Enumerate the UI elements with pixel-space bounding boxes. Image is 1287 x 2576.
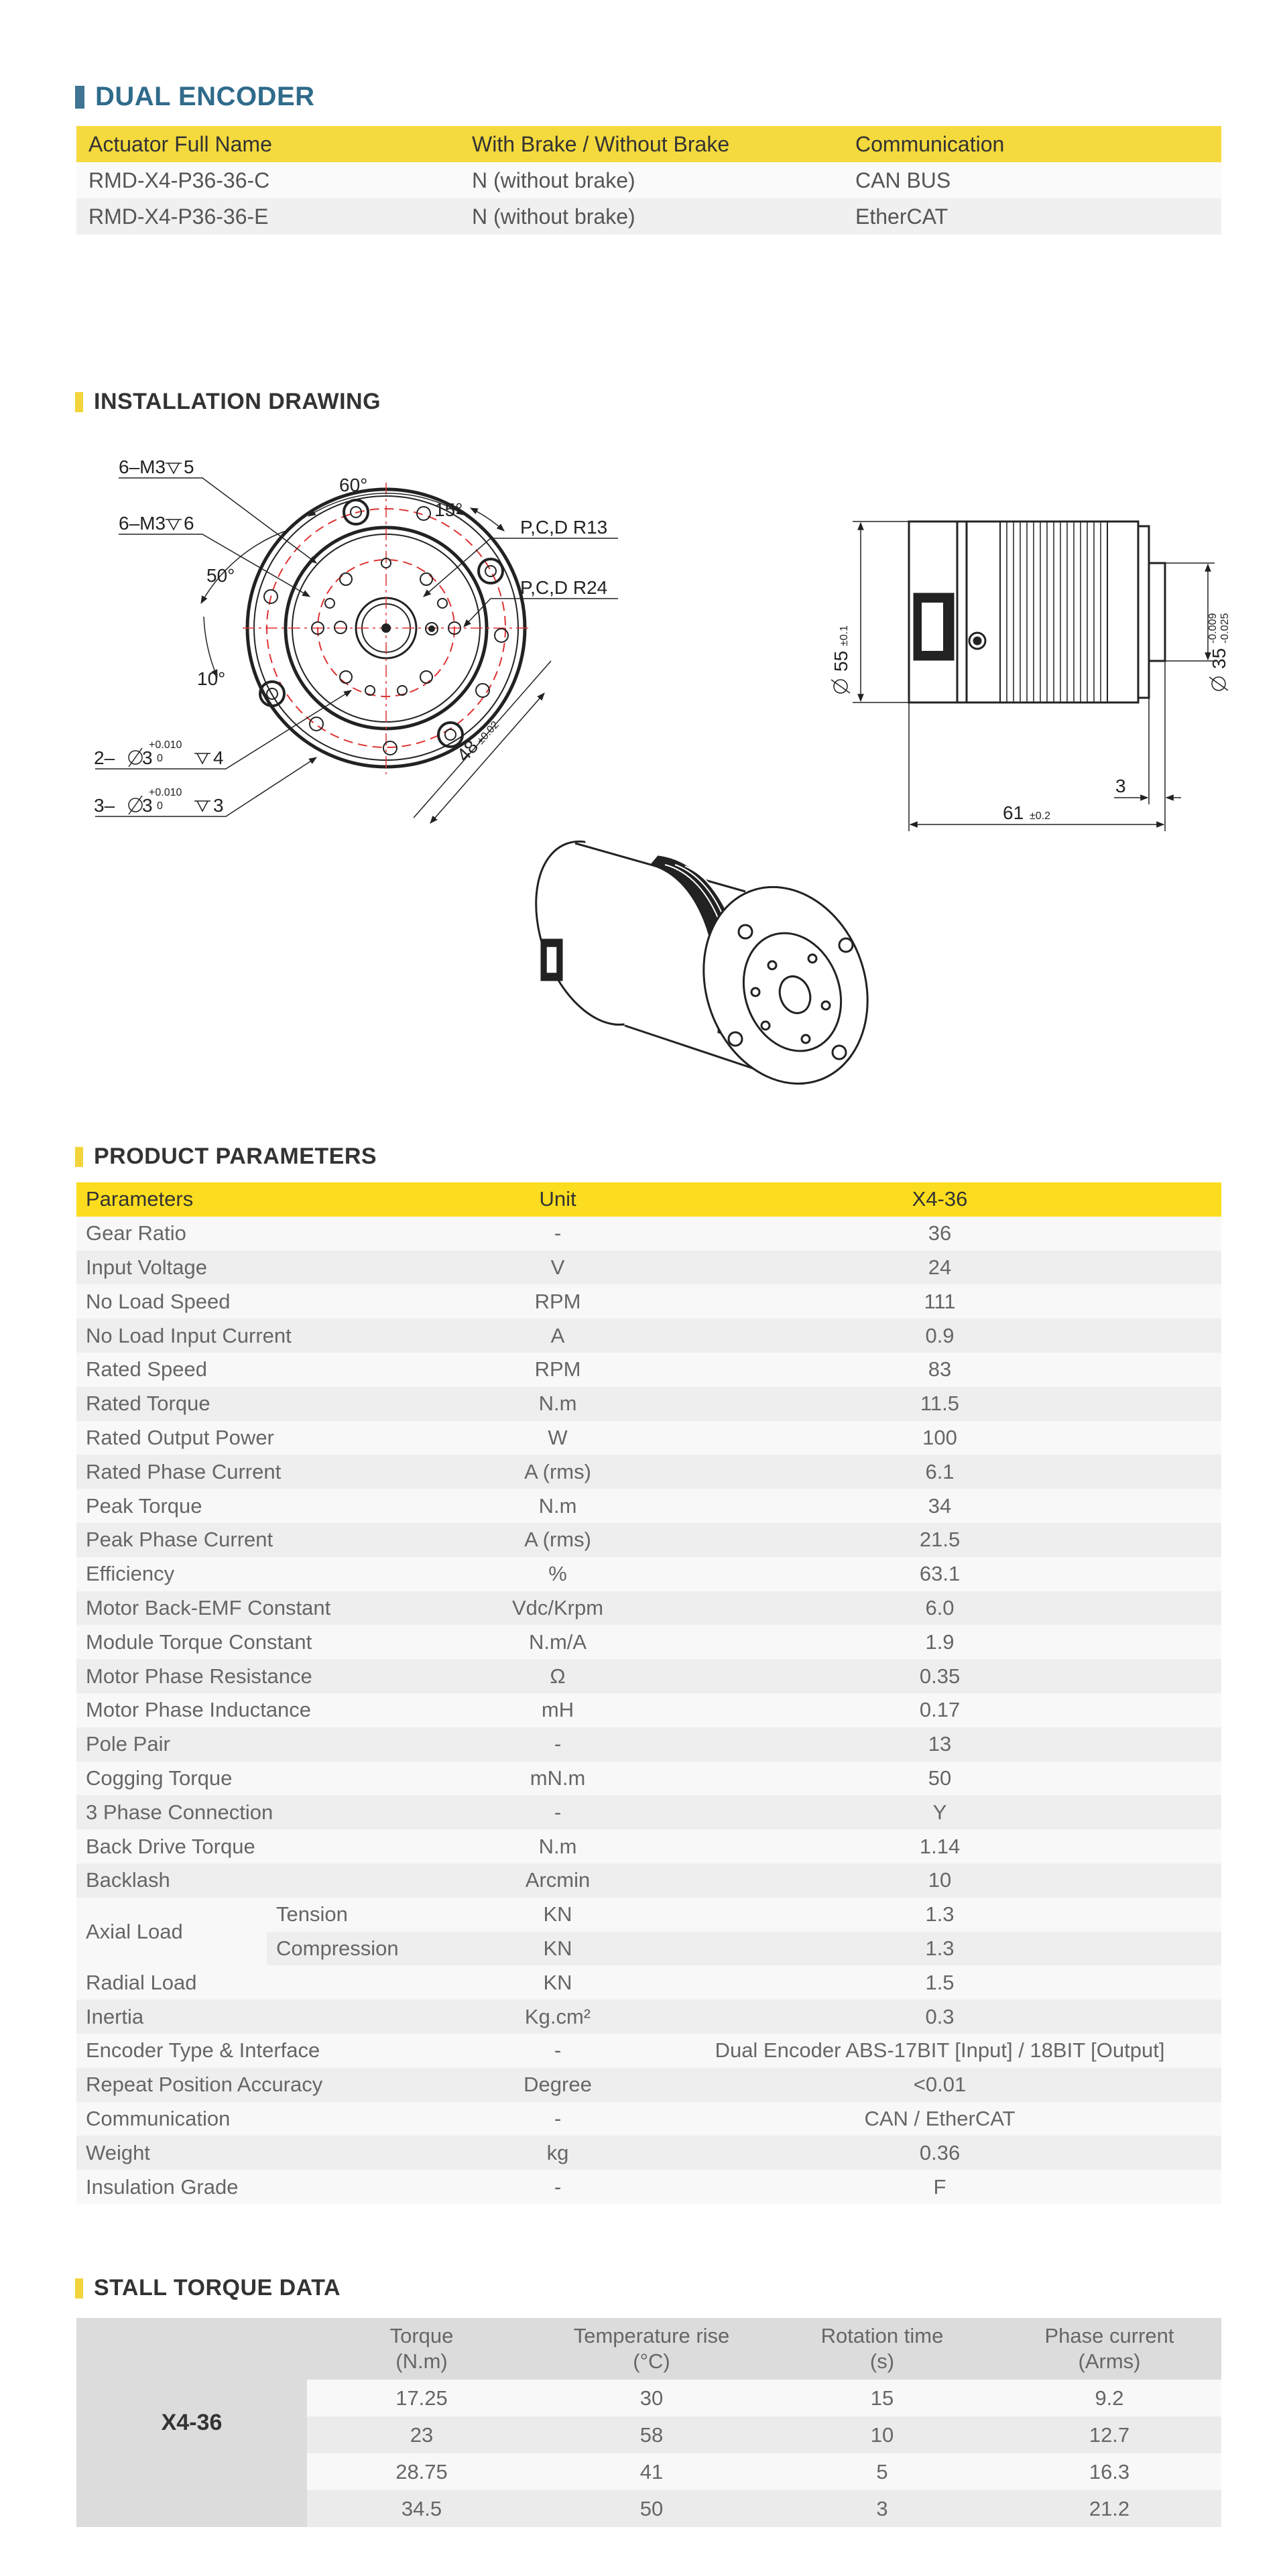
hole-b-depth: 3 [213,795,224,816]
table-cell: Rated Torque [76,1387,457,1421]
table-row [76,1251,1221,1285]
table-cell: Rated Phase Current [76,1455,457,1489]
len-3-label: 3 [1115,776,1126,796]
table-cell: F [658,2170,1221,2204]
table-row [76,1523,1221,1557]
dia-35-tolerance-lower: -0.025 [1219,613,1231,643]
table-cell: No Load Input Current [76,1318,457,1353]
table-cell: Ω [457,1659,658,1693]
header-cell [767,2318,997,2380]
table-cell: Motor Back-EMF Constant [76,1591,457,1626]
table-cell: A (rms) [457,1455,658,1489]
params-table [76,1182,1221,2204]
len-61-tolerance: ±0.2 [1030,810,1051,822]
table-cell: 34 [658,1489,1221,1523]
title-accent-bar [75,1147,83,1167]
table-row [76,1489,1221,1523]
table-cell: - [457,2034,658,2068]
table-cell: 6.1 [658,1455,1221,1489]
table-cell: 100 [658,1421,1221,1455]
table-cell: KN [457,1898,658,1932]
table-cell: Compression [267,1932,457,1966]
dual-encoder-title [75,82,315,112]
table-row [76,2068,1221,2102]
table-cell: 10 [767,2416,997,2453]
header-line: Torque [389,2324,454,2347]
table-cell: 17.25 [307,2380,536,2416]
hole-a-diameter: 3 [142,747,153,768]
table-row [76,1217,1221,1251]
table-cell: N.m [457,1387,658,1421]
table-cell: % [457,1557,658,1591]
table-cell: Peak Torque [76,1489,457,1523]
hole-a-depth: 4 [213,747,224,768]
header-cell [997,2318,1221,2380]
table-cell: Degree [457,2068,658,2102]
header-cell: X4-36 [658,1182,1221,1217]
table-row [76,1863,1221,1898]
stall-title [75,2275,341,2301]
header-unit: (°C) [633,2349,670,2373]
table-row [76,1829,1221,1863]
screw-b-label: 6–M3 [119,513,166,534]
table-cell: 6.0 [658,1591,1221,1626]
hole-a-count: 2– [94,747,115,768]
table-cell: EtherCAT [843,198,1221,235]
pcd-r13-label: P,C,D R13 [520,517,608,538]
table-cell: 28.75 [307,2453,536,2490]
angle-50-label: 50° [206,565,235,586]
table-cell: - [457,2170,658,2204]
hole-b-tolerance-lower: 0 [157,800,163,812]
table-row [76,1693,1221,1727]
axial-load-cell: Axial Load [76,1898,267,1966]
dia-48-label: 48 [452,736,483,766]
table-cell: Inertia [76,2000,457,2034]
table-cell: - [457,1795,658,1829]
table-cell: 30 [536,2380,767,2416]
header-line: Phase current [1044,2324,1174,2347]
table-cell: RPM [457,1284,658,1318]
table-row [76,2000,1221,2034]
installation-drawing [75,436,1231,1106]
table-cell: mN.m [457,1762,658,1796]
table-cell: Weight [76,2136,457,2170]
table-row [76,1727,1221,1762]
table-row [76,1557,1221,1591]
table-row [76,1625,1221,1659]
table-cell: Input Voltage [76,1251,457,1285]
table-cell: RPM [457,1353,658,1387]
table-cell: CAN / EtherCAT [658,2102,1221,2136]
table-cell: kg [457,2136,658,2170]
table-cell: 11.5 [658,1387,1221,1421]
table-cell: 34.5 [307,2490,536,2527]
table-cell: N.m [457,1489,658,1523]
table-cell: 50 [658,1762,1221,1796]
screw-a-depth: 5 [184,456,194,477]
table-header-row [76,126,1221,162]
table-cell: 21.5 [658,1523,1221,1557]
table-cell: W [457,1421,658,1455]
stall-heading: STALL TORQUE DATA [94,2275,341,2301]
table-header-row [76,2318,1221,2380]
table-row [76,1421,1221,1455]
header-unit: (s) [869,2349,895,2373]
table-cell: 50 [536,2490,767,2527]
table-row [76,1284,1221,1318]
pcd-r24-label: P,C,D R24 [520,577,608,598]
table-row [76,1318,1221,1353]
header-cell: Parameters [76,1182,457,1217]
table-cell: Motor Phase Resistance [76,1659,457,1693]
table-cell: 21.2 [997,2490,1221,2527]
table-cell: Insulation Grade [76,2170,457,2204]
table-cell: Pole Pair [76,1727,457,1762]
table-cell: Back Drive Torque [76,1829,457,1863]
table-cell: N.m/A [457,1625,658,1659]
dia-35-label: 35 [1209,648,1229,669]
len-61-label: 61 [1003,802,1024,823]
table-row [76,1965,1221,2000]
table-row [76,1387,1221,1421]
table-cell: Gear Ratio [76,1217,457,1251]
table-row [76,1898,1221,1932]
angle-60-label: 60° [339,475,368,495]
table-cell: <0.01 [658,2068,1221,2102]
table-cell: 23 [307,2416,536,2453]
table-cell: mH [457,1693,658,1727]
table-cell: 3 Phase Connection [76,1795,457,1829]
angle-10-label: 10° [197,668,226,689]
header-cell: With Brake / Without Brake [460,126,843,162]
table-cell: 10 [658,1863,1221,1898]
table-cell: Motor Phase Inductance [76,1693,457,1727]
hole-a-tolerance-lower: 0 [157,753,163,764]
model-cell: X4-36 [76,2318,307,2527]
hole-b-tolerance-upper: +0.010 [149,787,182,798]
title-accent-bar [75,392,83,412]
table-cell: 0.35 [658,1659,1221,1693]
table-row [76,2136,1221,2170]
table-cell: 0.9 [658,1318,1221,1353]
table-cell: Tension [267,1898,457,1932]
table-cell: Communication [76,2102,457,2136]
table-cell: Encoder Type & Interface [76,2034,457,2068]
table-cell: N.m [457,1829,658,1863]
table-cell: KN [457,1932,658,1966]
table-cell: Radial Load [76,1965,457,2000]
table-cell: 36 [658,1217,1221,1251]
table-cell: Efficiency [76,1557,457,1591]
table-cell: 83 [658,1353,1221,1387]
table-row [76,1659,1221,1693]
table-cell: Dual Encoder ABS-17BIT [Input] / 18BIT [Output] [658,2034,1221,2068]
table-cell: 1.14 [658,1829,1221,1863]
stall-torque-table [76,2318,1221,2527]
table-cell: V [457,1251,658,1285]
header-unit: (Arms) [1078,2349,1141,2373]
dia-48-tolerance: ±0.02 [475,719,501,747]
angle-15-label: 15° [434,499,463,520]
dual-encoder-table [76,126,1221,235]
table-row [76,1591,1221,1626]
table-cell: Y [658,1795,1221,1829]
dia-55-tolerance: ±0.1 [839,625,850,646]
table-cell: KN [457,1965,658,2000]
table-cell: Peak Phase Current [76,1523,457,1557]
table-cell: 1.3 [658,1932,1221,1966]
table-cell: 0.36 [658,2136,1221,2170]
header-line: Rotation time [820,2324,944,2347]
table-cell: N (without brake) [460,162,843,198]
screw-a-label: 6–M3 [119,456,166,477]
table-row [76,1795,1221,1829]
dia-35-tolerance-upper: -0.009 [1207,613,1219,643]
table-cell: Kg.cm² [457,2000,658,2034]
table-row [76,1353,1221,1387]
table-cell: Rated Speed [76,1353,457,1387]
table-cell: A [457,1318,658,1353]
table-cell: 24 [658,1251,1221,1285]
table-cell: Arcmin [457,1863,658,1898]
table-cell: 12.7 [997,2416,1221,2453]
dual-encoder-heading: DUAL ENCODER [95,82,315,111]
table-row [76,2102,1221,2136]
dia-55-label: 55 [831,650,851,672]
table-cell: 1.3 [658,1898,1221,1932]
isometric-view [513,824,895,1107]
table-cell: - [457,2102,658,2136]
table-cell: Rated Output Power [76,1421,457,1455]
table-cell: 1.9 [658,1625,1221,1659]
table-cell: 13 [658,1727,1221,1762]
header-cell: Communication [843,126,1221,162]
table-cell: Module Torque Constant [76,1625,457,1659]
table-row [76,1762,1221,1796]
header-cell: Unit [457,1182,658,1217]
table-cell: 0.17 [658,1693,1221,1727]
table-cell: 111 [658,1284,1221,1318]
table-cell: Repeat Position Accuracy [76,2068,457,2102]
table-cell: 0.3 [658,2000,1221,2034]
table-cell: 9.2 [997,2380,1221,2416]
table-cell: RMD-X4-P36-36-C [76,162,460,198]
header-cell [536,2318,767,2380]
table-row [76,2034,1221,2068]
params-heading: PRODUCT PARAMETERS [94,1144,377,1169]
table-cell: 1.5 [658,1965,1221,2000]
table-cell: - [457,1217,658,1251]
hole-a-tolerance-upper: +0.010 [149,739,182,751]
hole-b-count: 3– [94,795,115,816]
table-cell: 5 [767,2453,997,2490]
title-accent-bar [75,86,84,109]
params-title [75,1144,377,1170]
title-accent-bar [75,2278,83,2298]
table-cell: 15 [767,2380,997,2416]
table-cell: N (without brake) [460,198,843,235]
table-cell: 63.1 [658,1557,1221,1591]
table-row [76,162,1221,198]
table-cell: 16.3 [997,2453,1221,2490]
table-cell: 58 [536,2416,767,2453]
header-cell: Actuator Full Name [76,126,460,162]
table-cell: CAN BUS [843,162,1221,198]
table-row [76,2170,1221,2204]
header-unit: (N.m) [395,2349,448,2373]
screw-b-depth: 6 [184,513,194,534]
header-cell [307,2318,536,2380]
table-cell: 3 [767,2490,997,2527]
table-cell: 41 [536,2453,767,2490]
hole-b-diameter: 3 [142,795,153,816]
table-cell: Cogging Torque [76,1762,457,1796]
header-line: Temperature rise [573,2324,730,2347]
table-cell: - [457,1727,658,1762]
installation-title [75,389,381,415]
side-view [909,522,1165,702]
table-row [76,198,1221,235]
table-cell: A (rms) [457,1523,658,1557]
table-cell: RMD-X4-P36-36-E [76,198,460,235]
table-cell: No Load Speed [76,1284,457,1318]
table-header-row [76,1182,1221,1217]
table-cell: Vdc/Krpm [457,1591,658,1626]
table-cell: Backlash [76,1863,457,1898]
table-row [76,1455,1221,1489]
installation-heading: INSTALLATION DRAWING [94,389,381,414]
